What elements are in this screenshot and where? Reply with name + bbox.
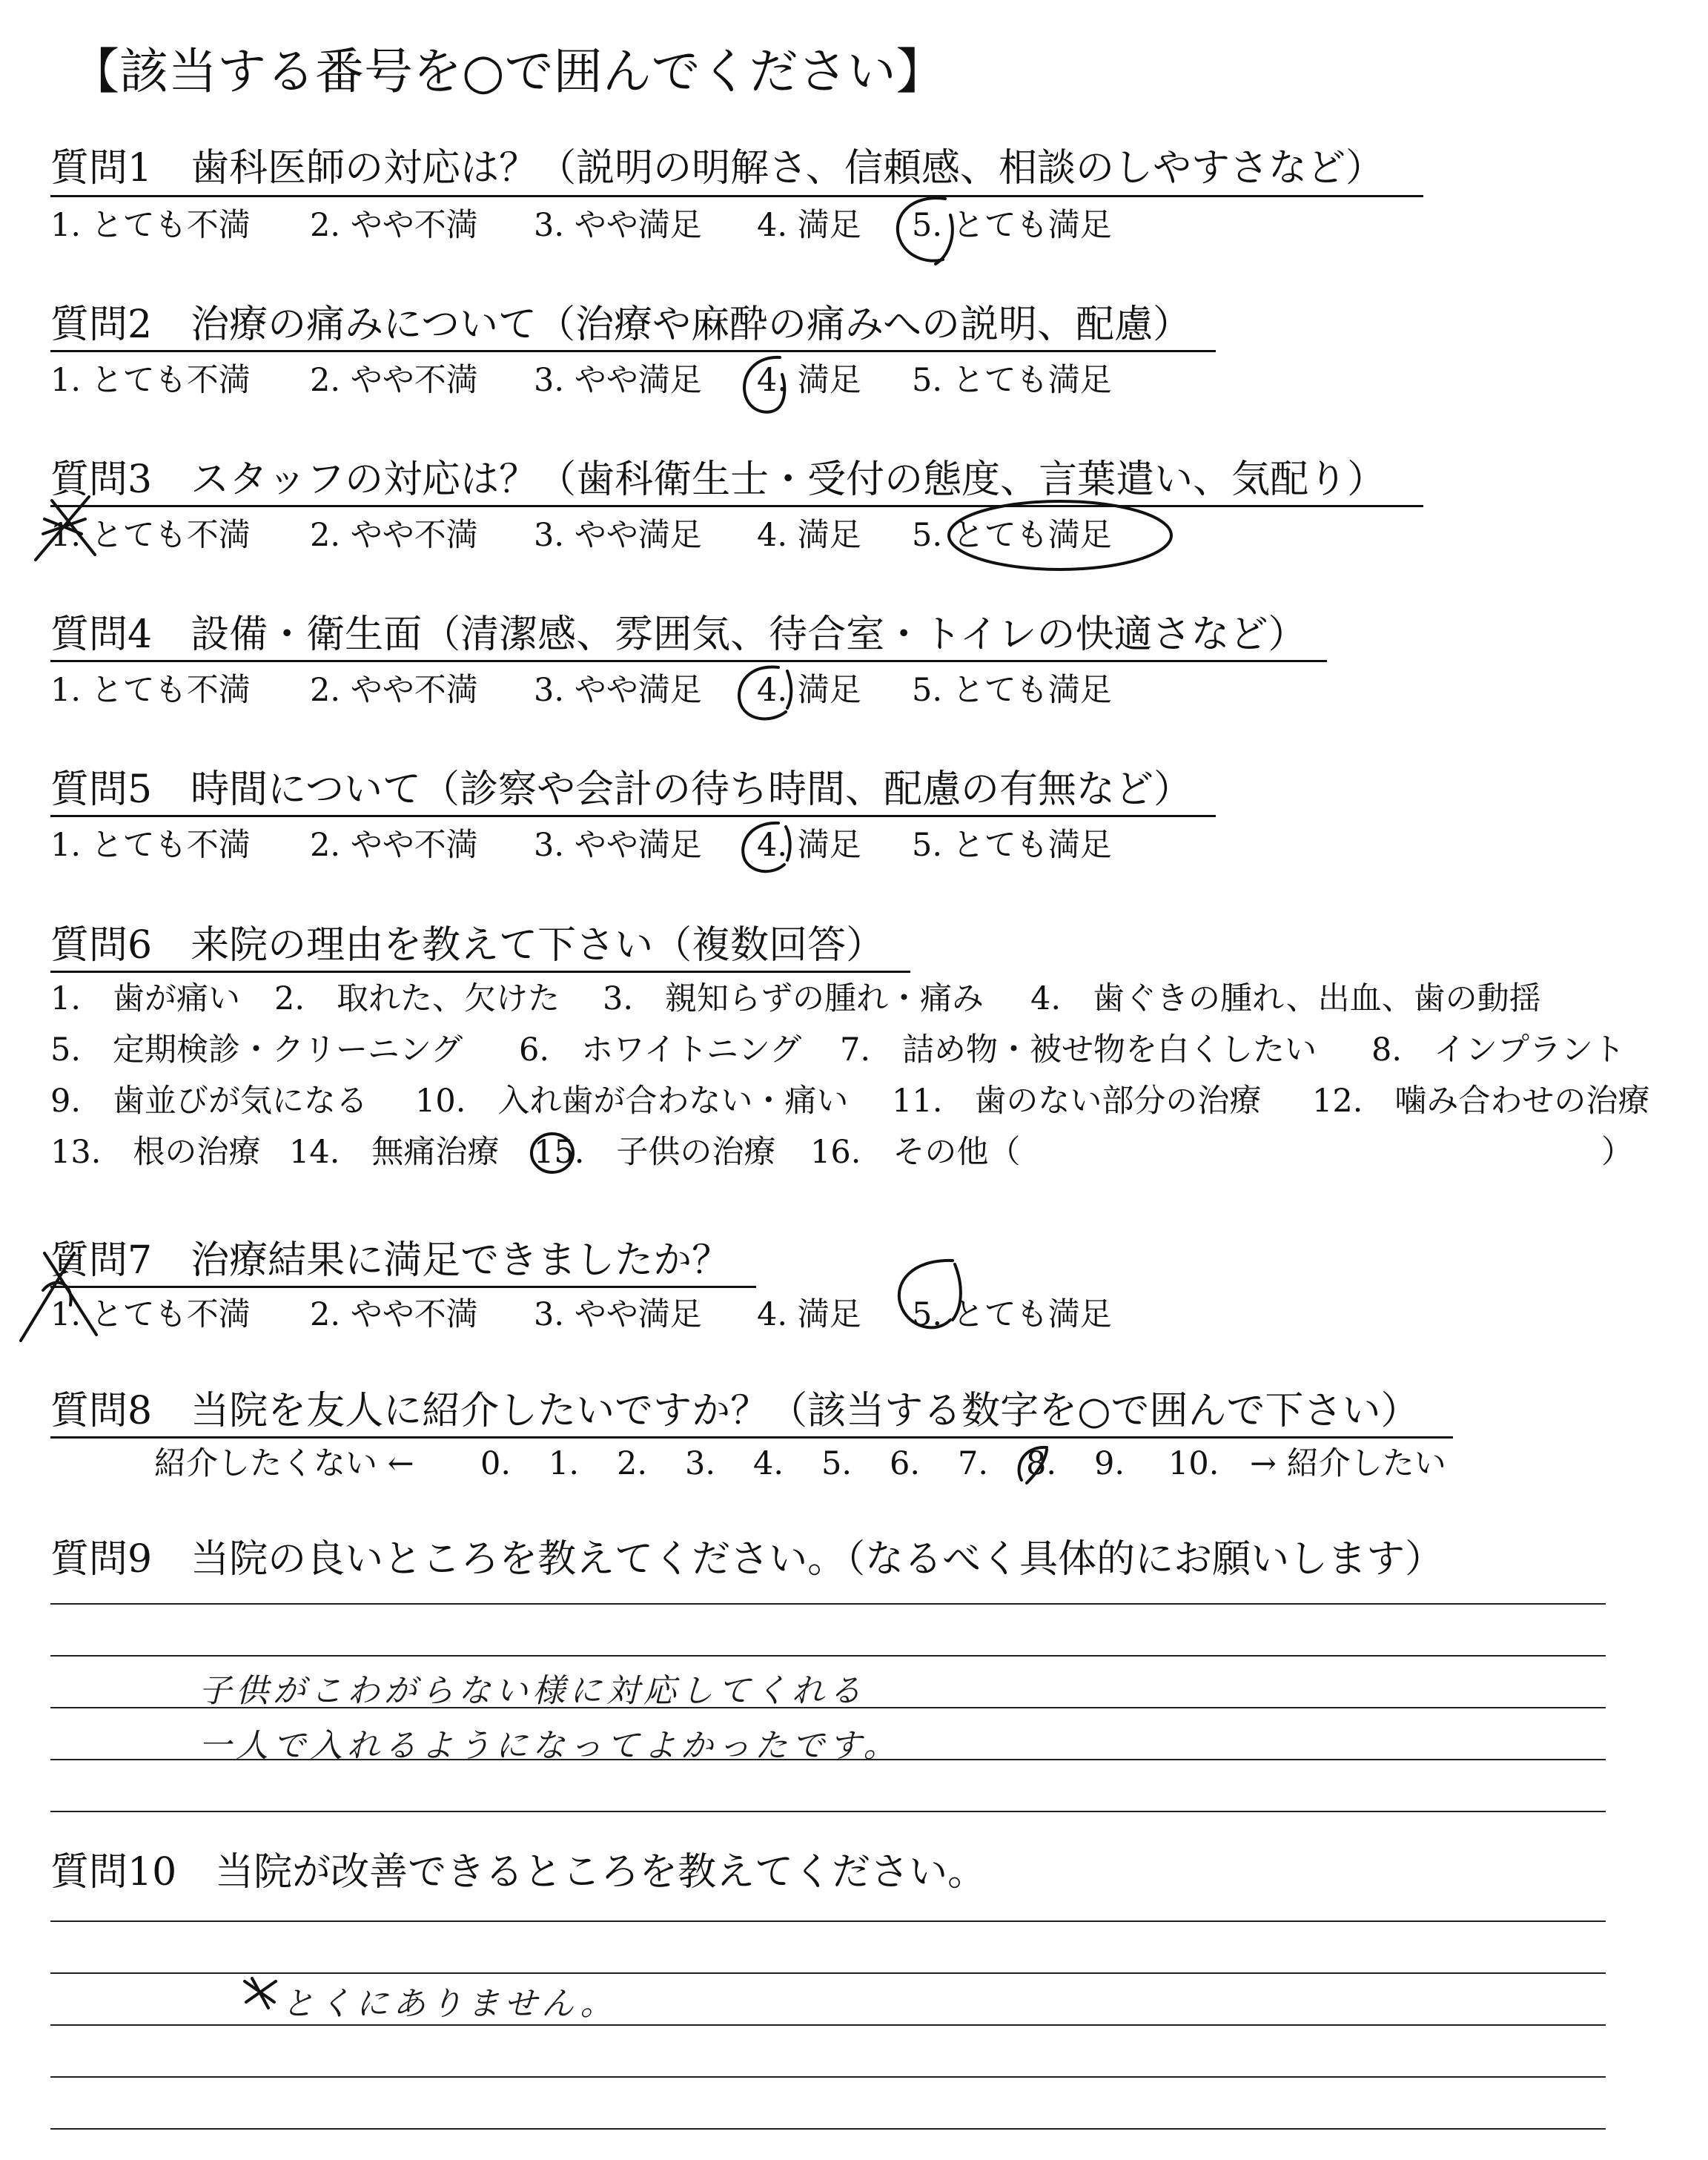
question-1-underline: [50, 195, 1423, 197]
question-7-heading: 質問7 治療結果に満足できましたか？: [50, 1238, 731, 1283]
q10-answer-line-4: [50, 2076, 1606, 2078]
q8-number-6[interactable]: 6.: [890, 1445, 921, 1482]
q3-option-5[interactable]: 5. とても満足: [912, 517, 1112, 554]
q2-option-4[interactable]: 4. 満足: [757, 362, 861, 399]
q3-option-1[interactable]: 1. とても不満: [50, 517, 251, 554]
q10-scribble: [245, 1978, 276, 2008]
q6-option-3[interactable]: 3. 親知らずの腫れ・痛み: [603, 980, 984, 1017]
q8-number-1[interactable]: 1.: [549, 1445, 580, 1482]
q5-option-1[interactable]: 1. とても不満: [50, 827, 251, 864]
q3-option-2[interactable]: 2. やや不満: [310, 517, 478, 554]
q8-number-10[interactable]: 10.: [1168, 1445, 1219, 1482]
q8-number-5[interactable]: 5.: [821, 1445, 853, 1482]
q7-option-1[interactable]: 1. とても不満: [50, 1296, 251, 1333]
q9-handwritten-answer-1[interactable]: 子供がこわがらない様に対応してくれる: [199, 1672, 866, 1710]
page-title: 【該当する番号を○で囲んでください】: [70, 43, 945, 100]
q6-option-12[interactable]: 12. 噛み合わせの治療: [1312, 1083, 1650, 1120]
q4-option-4[interactable]: 4. 満足: [757, 672, 861, 709]
q1-option-1[interactable]: 1. とても不満: [50, 207, 251, 244]
question-2-underline: [50, 350, 1216, 352]
q7-option-4[interactable]: 4. 満足: [757, 1296, 861, 1333]
q6-option-8[interactable]: 8. インプラント: [1371, 1031, 1626, 1069]
question-4-heading: 質問4 設備・衛生面（清潔感、雰囲気、待合室・トイレの快適さなど）: [50, 612, 1307, 657]
q6-option-11[interactable]: 11. 歯のない部分の治療: [892, 1083, 1262, 1120]
q10-answer-line-3: [50, 2024, 1606, 2026]
q1-option-2[interactable]: 2. やや不満: [310, 207, 478, 244]
q10-answer-line-5: [50, 2128, 1606, 2130]
q9-answer-line-2: [50, 1655, 1606, 1657]
q6-option-7[interactable]: 7. 詰め物・被せ物を白くしたい: [840, 1031, 1317, 1069]
q8-number-0[interactable]: 0.: [480, 1445, 512, 1482]
q1-option-5[interactable]: 5. とても満足: [912, 207, 1112, 244]
q1-option-4[interactable]: 4. 満足: [757, 207, 861, 244]
q9-answer-line-1: [50, 1603, 1606, 1605]
q6-option-14[interactable]: 14. 無痛治療: [289, 1134, 500, 1171]
q4-option-2[interactable]: 2. やや不満: [310, 672, 478, 709]
q6-option-4[interactable]: 4. 歯ぐきの腫れ、出血、歯の動揺: [1030, 980, 1541, 1017]
q8-number-9[interactable]: 9.: [1094, 1445, 1125, 1482]
question-10-heading: 質問10 当院が改善できるところを教えてください。: [50, 1850, 987, 1895]
q8-right-label: → 紹介したい: [1250, 1445, 1446, 1482]
question-6-underline: [50, 971, 910, 973]
q8-number-3[interactable]: 3.: [685, 1445, 716, 1482]
q2-option-1[interactable]: 1. とても不満: [50, 362, 251, 399]
q4-option-3[interactable]: 3. やや満足: [534, 672, 702, 709]
q8-number-8[interactable]: 8.: [1026, 1445, 1057, 1482]
q6-option-15[interactable]: 15. 子供の治療: [534, 1134, 776, 1171]
q10-answer-line-2: [50, 1972, 1606, 1974]
question-4-underline: [50, 660, 1327, 662]
q6-option-10[interactable]: 10. 入れ歯が合わない・痛い: [415, 1083, 849, 1120]
q6-option-13[interactable]: 13. 根の治療: [50, 1134, 261, 1171]
q10-answer-line-1: [50, 1920, 1606, 1922]
question-7-underline: [50, 1286, 756, 1288]
q5-option-2[interactable]: 2. やや不満: [310, 827, 478, 864]
q5-option-4[interactable]: 4. 満足: [757, 827, 861, 864]
q9-answer-line-5: [50, 1811, 1606, 1812]
q7-option-2[interactable]: 2. やや不満: [310, 1296, 478, 1333]
question-1-heading: 質問1 歯科医師の対応は？（説明の明解さ、信頼感、相談のしやすさなど）: [50, 146, 1385, 191]
q2-option-3[interactable]: 3. やや満足: [534, 362, 702, 399]
q8-number-7[interactable]: 7.: [958, 1445, 989, 1482]
q2-option-5[interactable]: 5. とても満足: [912, 362, 1112, 399]
question-2-heading: 質問2 治療の痛みについて（治療や麻酔の痛みへの説明、配慮）: [50, 303, 1192, 347]
question-9-heading: 質問9 当院の良いところを教えてください。（なるべく具体的にお願いします）: [50, 1537, 1444, 1582]
q8-number-2[interactable]: 2.: [617, 1445, 648, 1482]
q6-option-5[interactable]: 5. 定期検診・クリーニング: [50, 1031, 463, 1069]
question-3-underline: [50, 505, 1423, 507]
q9-handwritten-answer-2[interactable]: 一人で入れるようになってよかったです。: [199, 1727, 901, 1765]
q6-option-2[interactable]: 2. 取れた、欠けた: [274, 980, 560, 1017]
q7-option-5[interactable]: 5. とても満足: [912, 1296, 1112, 1333]
q6-option-1[interactable]: 1. 歯が痛い: [50, 980, 241, 1017]
q6-option-6[interactable]: 6. ホワイトニング: [519, 1031, 802, 1069]
q6-option-16[interactable]: 16. その他（: [810, 1134, 1021, 1171]
q2-option-2[interactable]: 2. やや不満: [310, 362, 478, 399]
question-8-underline: [50, 1436, 1453, 1439]
q8-number-4[interactable]: 4.: [753, 1445, 784, 1482]
q7-option-3[interactable]: 3. やや満足: [534, 1296, 702, 1333]
q4-option-5[interactable]: 5. とても満足: [912, 672, 1112, 709]
question-8-heading: 質問8 当院を友人に紹介したいですか？（該当する数字を○で囲んで下さい）: [50, 1389, 1420, 1433]
q5-option-3[interactable]: 3. やや満足: [534, 827, 702, 864]
question-5-heading: 質問5 時間について（診察や会計の待ち時間、配慮の有無など）: [50, 767, 1193, 812]
q3-option-3[interactable]: 3. やや満足: [534, 517, 702, 554]
q5-option-5[interactable]: 5. とても満足: [912, 827, 1112, 864]
q8-left-label: 紹介したくない ←: [154, 1445, 414, 1482]
question-5-underline: [50, 815, 1216, 817]
q4-option-1[interactable]: 1. とても不満: [50, 672, 251, 709]
q10-handwritten-answer[interactable]: とくにありません。: [282, 1985, 618, 2023]
q1-option-3[interactable]: 3. やや満足: [534, 207, 702, 244]
q6-option-9[interactable]: 9. 歯並びが気になる: [50, 1083, 368, 1120]
question-3-heading: 質問3 スタッフの対応は？（歯科衛生士・受付の態度、言葉遣い、気配り）: [50, 458, 1386, 502]
q6-option-16-close: ）: [1601, 1134, 1633, 1171]
q3-option-4[interactable]: 4. 満足: [757, 517, 861, 554]
question-6-heading: 質問6 来院の理由を教えて下さい（複数回答）: [50, 923, 885, 968]
